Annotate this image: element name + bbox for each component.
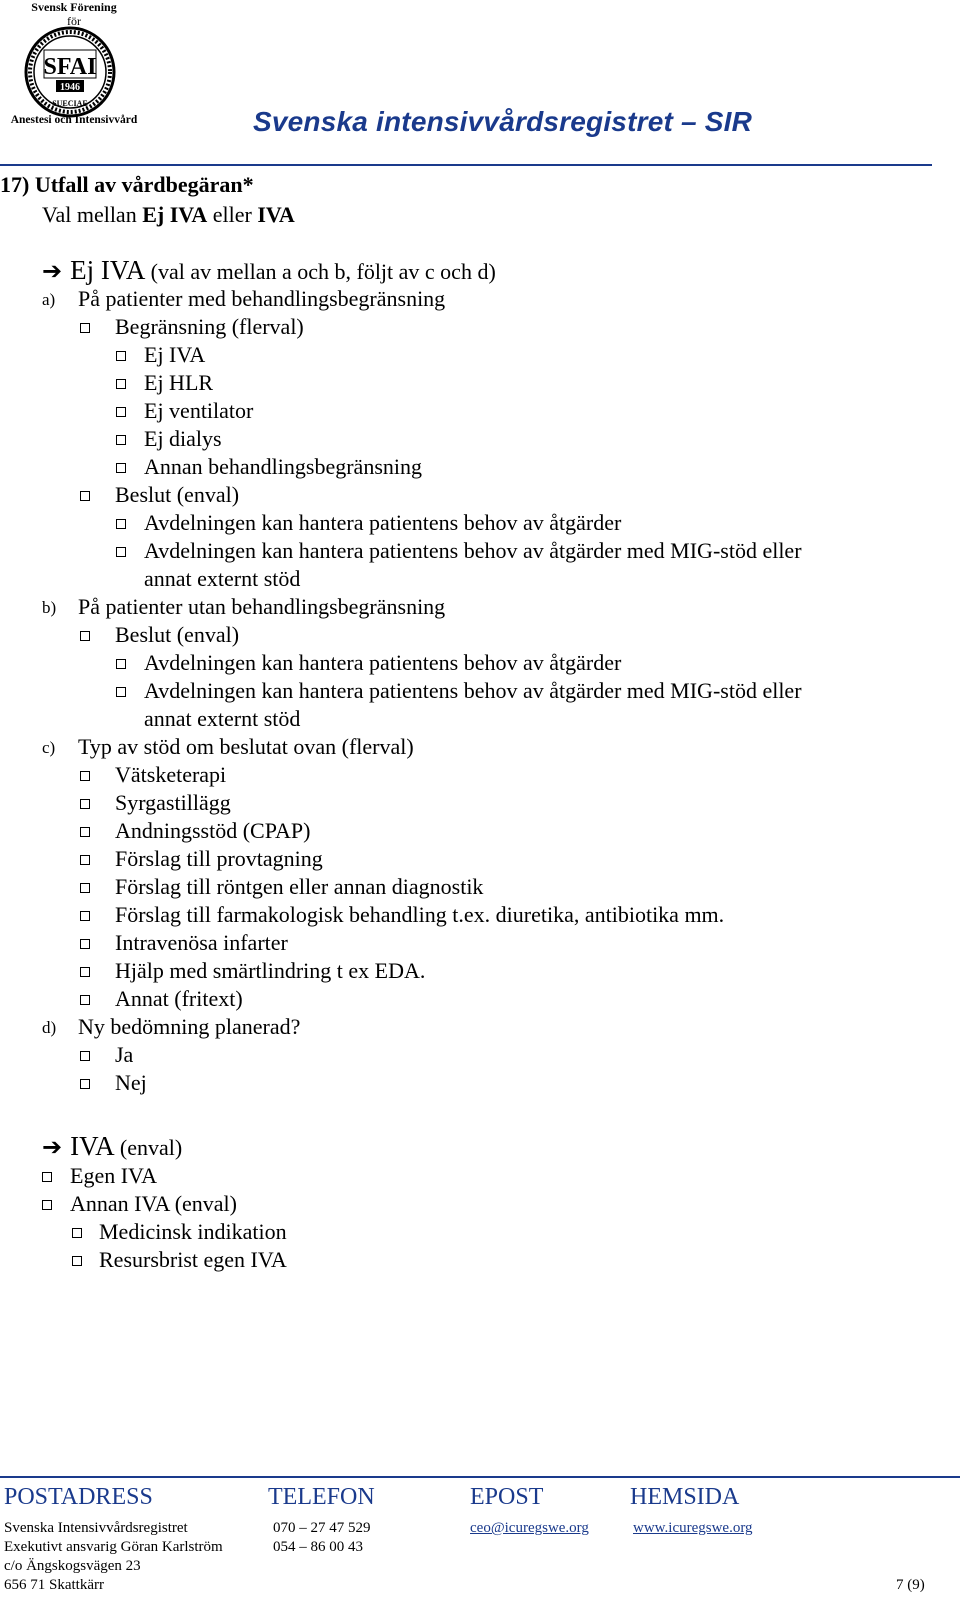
section-b-letter: b) [42, 598, 57, 617]
beslut-a-item1: Avdelningen kan hantera patientens behov av åtgärder [144, 510, 622, 535]
arrow-right-icon: ➔ [42, 257, 63, 285]
checkbox-c-item[interactable] [80, 967, 90, 977]
iva-sub-item: Medicinsk indikation [99, 1219, 287, 1244]
c-item: Förslag till provtagning [115, 846, 323, 871]
checkbox-c-item[interactable] [80, 939, 90, 949]
iva-item2: Annan IVA (enval) [70, 1191, 237, 1216]
section-d-letter: d) [42, 1018, 57, 1037]
footer-addr1: Svenska Intensivvårdsregistret [4, 1520, 188, 1536]
sub-mid: eller [207, 202, 258, 227]
section-d-label: Ny bedömning planerad? [78, 1014, 301, 1039]
radio-a-hantera-mig[interactable] [116, 547, 126, 557]
footer-phone1: 070 – 27 47 529 [273, 1520, 371, 1536]
checkbox-beslut-b[interactable] [80, 631, 90, 641]
c-item: Vätsketerapi [115, 762, 227, 787]
sfai-seal-icon [22, 26, 118, 118]
footer-website-link[interactable]: www.icuregswe.org [633, 1520, 753, 1536]
checkbox-ej-dialys[interactable] [116, 435, 126, 445]
checkbox-ej-iva[interactable] [116, 351, 126, 361]
radio-resursbrist[interactable] [72, 1256, 82, 1266]
footer-addr2: Exekutivt ansvarig Göran Karlström [4, 1539, 223, 1555]
footer-phone2: 054 – 86 00 43 [273, 1539, 363, 1555]
footer-divider [0, 1476, 960, 1478]
c-item: Förslag till farmakologisk behandling t.ex. diuretika, antibiotika mm. [115, 902, 725, 927]
begr-item: Ej ventilator [144, 398, 254, 423]
sub-option-iva: IVA [257, 202, 295, 227]
page-number: 7 (9) [896, 1577, 925, 1593]
ej-iva-heading-text: Ej IVA [70, 255, 144, 285]
logo-center-text: SFAI [43, 54, 97, 80]
section-a-label: På patienter med behandlingsbegränsning [78, 286, 446, 311]
begr-item: Ej dialys [144, 426, 222, 451]
c-item: Andningsstöd (CPAP) [115, 818, 311, 843]
radio-b-hantera[interactable] [116, 659, 126, 669]
radio-a-hantera[interactable] [116, 519, 126, 529]
iva-sub-item: Resursbrist egen IVA [99, 1247, 287, 1272]
begr-item: Annan behandlingsbegränsning [144, 454, 422, 479]
c-item: Förslag till röntgen eller annan diagnostik [115, 874, 484, 899]
begr-item: Ej HLR [144, 370, 214, 395]
ej-iva-note: (val av mellan a och b, följt av c och d) [150, 259, 496, 284]
iva-item1: Egen IVA [70, 1163, 157, 1188]
footer-epost-label: EPOST [470, 1484, 544, 1510]
footer-email-link[interactable]: ceo@icuregswe.org [470, 1520, 589, 1536]
checkbox-c-item[interactable] [80, 771, 90, 781]
c-item: Syrgastillägg [115, 790, 231, 815]
ej-iva-heading [42, 254, 496, 288]
footer-telefon-label: TELEFON [268, 1484, 375, 1510]
beslut-b-item2-line1: Avdelningen kan hantera patientens behov av åtgärder med MIG-stöd eller [144, 678, 802, 703]
beslut-b-label: Beslut (enval) [115, 622, 240, 647]
beslut-a-item2-line1: Avdelningen kan hantera patientens behov av åtgärder med MIG-stöd eller [144, 538, 802, 563]
checkbox-c-item[interactable] [80, 799, 90, 809]
radio-egen-iva[interactable] [42, 1172, 52, 1182]
section-c-label: Typ av stöd om beslutat ovan (flerval) [78, 734, 414, 759]
logo-year: 1946 [60, 82, 80, 93]
logo-top-line1: Svensk Förening [31, 0, 117, 14]
iva-note: (enval) [119, 1135, 183, 1160]
register-title: Svenska intensivvårdsregistret – SIR [253, 106, 752, 137]
checkbox-c-item[interactable] [80, 827, 90, 837]
checkbox-c-item[interactable] [80, 883, 90, 893]
footer-hemsida-label: HEMSIDA [630, 1484, 740, 1510]
beslut-b-item1: Avdelningen kan hantera patientens behov av åtgärder [144, 650, 622, 675]
radio-b-hantera-mig[interactable] [116, 687, 126, 697]
begransning-label: Begränsning (flerval) [115, 314, 304, 339]
radio-annan-iva[interactable] [42, 1200, 52, 1210]
section-a-letter: a) [42, 290, 56, 309]
checkbox-begransning[interactable] [80, 323, 90, 333]
logo-top-line2: för [67, 14, 81, 28]
checkbox-beslut-a[interactable] [80, 491, 90, 501]
sub-option-ej-iva: Ej IVA [142, 202, 208, 227]
d-item-nej: Nej [115, 1070, 147, 1095]
footer-addr4: 656 71 Skattkärr [4, 1577, 104, 1593]
checkbox-c-item[interactable] [80, 995, 90, 1005]
footer-addr3: c/o Ängskogsvägen 23 [4, 1558, 141, 1574]
logo-country: SUECIAE [52, 99, 88, 108]
question-title: 17) Utfall av vårdbegäran* [0, 172, 254, 197]
checkbox-annan-begransning[interactable] [116, 463, 126, 473]
checkbox-ej-ventilator[interactable] [116, 407, 126, 417]
c-item: Intravenösa infarter [115, 930, 288, 955]
iva-heading [42, 1130, 182, 1164]
c-item: Annat (fritext) [115, 986, 243, 1011]
beslut-b-item2-line2: annat externt stöd [144, 706, 301, 731]
section-c-letter: c) [42, 738, 56, 757]
question-subtitle [42, 202, 295, 228]
c-item: Hjälp med smärtlindring t ex EDA. [115, 958, 426, 983]
checkbox-c-item[interactable] [80, 911, 90, 921]
beslut-a-label: Beslut (enval) [115, 482, 240, 507]
sub-prefix: Val mellan [42, 202, 143, 227]
d-item-ja: Ja [115, 1042, 134, 1067]
radio-d-ja[interactable] [80, 1051, 90, 1061]
checkbox-c-item[interactable] [80, 855, 90, 865]
radio-d-nej[interactable] [80, 1079, 90, 1089]
logo-bottom-text: Anestesi och Intensivvård [10, 114, 138, 126]
section-b-label: På patienter utan behandlingsbegränsning [78, 594, 446, 619]
radio-medicinsk-indikation[interactable] [72, 1228, 82, 1238]
arrow-right-icon: ➔ [42, 1133, 63, 1161]
header-divider [0, 164, 932, 166]
footer-postadress-label: POSTADRESS [4, 1484, 153, 1510]
checkbox-ej-hlr[interactable] [116, 379, 126, 389]
beslut-a-item2-line2: annat externt stöd [144, 566, 301, 591]
iva-heading-text: IVA [70, 1131, 114, 1161]
begr-item: Ej IVA [144, 342, 206, 367]
